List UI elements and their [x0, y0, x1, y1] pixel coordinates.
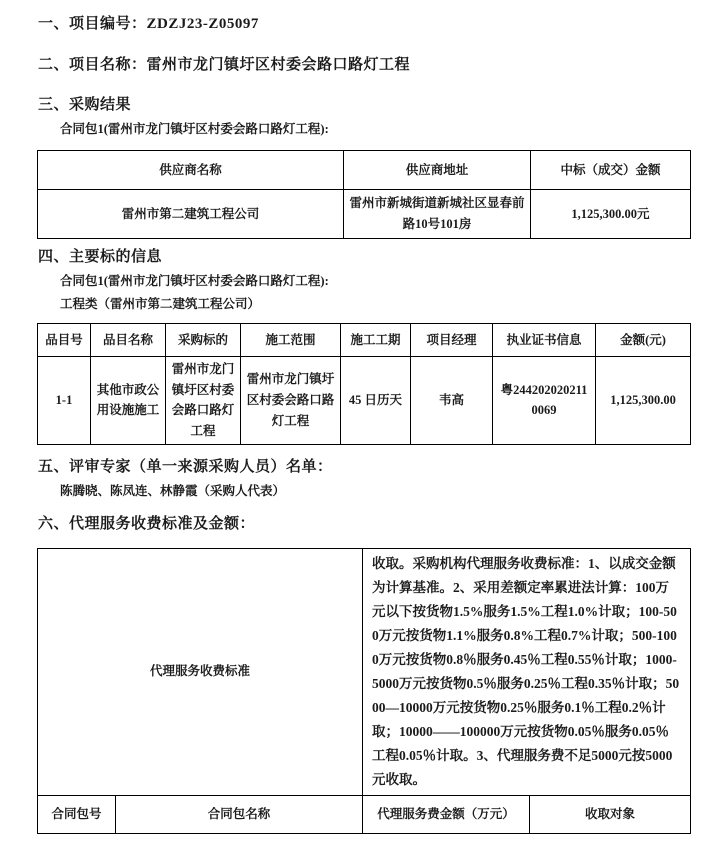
- section-heading-project-name: 二、项目名称：雷州市龙门镇圩区村委会路口路灯工程: [38, 57, 411, 73]
- amount-cell: 1,125,300.00: [596, 357, 691, 445]
- supplier-name-header: 供应商名称: [38, 151, 344, 190]
- construction-scope-header: 施工范围: [241, 324, 341, 357]
- construction-period-cell: 45 日历天: [341, 357, 411, 445]
- award-amount-header: 中标（成交）金额: [531, 151, 691, 190]
- supplier-address-cell: 雷州市新城街道新城社区显春前路10号101房: [344, 190, 531, 239]
- fee-payer-header: 收取对象: [530, 795, 691, 833]
- project-class-line: 工程类（雷州市第二建筑工程公司）: [60, 297, 261, 311]
- contract-package-line: 合同包1(雷州市龙门镇圩区村委会路口路灯工程):: [60, 274, 329, 288]
- table-header-row: [38, 151, 691, 190]
- fee-standard-label-cell: 代理服务收费标准: [38, 548, 363, 795]
- experts-names-line: 陈腾晓、陈凤连、林静霞（采购人代表）: [60, 483, 286, 498]
- table-row: [38, 357, 691, 445]
- project-manager-cell: 韦高: [411, 357, 493, 445]
- agency-fee-amount-header: 代理服务费金额（万元）: [363, 795, 530, 833]
- certificate-info-header: 执业证书信息: [493, 324, 596, 357]
- supplier-address-header: 供应商地址: [344, 151, 531, 190]
- section-heading-main-subject: 四、主要标的信息: [38, 249, 163, 265]
- award-amount-cell: 1,125,300.00元: [531, 190, 691, 239]
- contract-package-name-header: 合同包名称: [116, 795, 363, 833]
- section-heading-experts: 五、评审专家（单一来源采购人员）名单：: [38, 458, 333, 475]
- procurement-subject-cell: 雷州市龙门镇圩区村委会路口路灯工程: [166, 357, 241, 445]
- item-no-header: 品目号: [38, 324, 91, 357]
- item-name-cell: 其他市政公用设施施工: [91, 357, 166, 445]
- main-subject-table: [37, 323, 691, 445]
- table-header-row: [38, 795, 691, 833]
- construction-scope-cell: 雷州市龙门镇圩区村委会路口路灯工程: [241, 357, 341, 445]
- item-no-cell: 1-1: [38, 357, 91, 445]
- agency-fee-table: [37, 548, 691, 834]
- fee-standard-row: [38, 548, 691, 795]
- contract-package-no-header: 合同包号: [38, 795, 116, 833]
- procurement-subject-header: 采购标的: [166, 324, 241, 357]
- section-heading-project-number: 一、项目编号：ZDZJ23-Z05097: [38, 16, 259, 32]
- table-header-row: [38, 324, 691, 357]
- item-name-header: 品目名称: [91, 324, 166, 357]
- project-manager-header: 项目经理: [411, 324, 493, 357]
- amount-header: 金额(元): [596, 324, 691, 357]
- section-heading-agency-fee: 六、代理服务收费标准及金额：: [38, 515, 256, 532]
- procurement-result-table: [37, 150, 691, 239]
- table-row: [38, 190, 691, 239]
- certificate-info-cell: 粤2442020202110069: [493, 357, 596, 445]
- fee-standard-text-cell: 收取。采购机构代理服务收费标准：1、以成交金额为计算基准。2、采用差额定率累进法计算：100万元以下按货物1.5%服务1.5%工程1.0%计取；100-500万元按货物1.1%服务0.8%工程0.7%计取；500-1000万元按货物0.8％服务0.45％工程0.55％计取；1000-5000万元按货物0.5％服务0.25％工程0.35％计取；5000—10000万元按货物0.25％服务0.1％工程0.2％计取；10000——100000万元按货物0.05％服务0.05％工程0.05％计取。3、代理服务费不足5000元按5000元收取。: [363, 548, 691, 795]
- construction-period-header: 施工工期: [341, 324, 411, 357]
- section-heading-procurement-result: 三、采购结果: [38, 97, 132, 113]
- contract-package-line: 合同包1(雷州市龙门镇圩区村委会路口路灯工程):: [60, 122, 329, 136]
- supplier-name-cell: 雷州市第二建筑工程公司: [38, 190, 344, 239]
